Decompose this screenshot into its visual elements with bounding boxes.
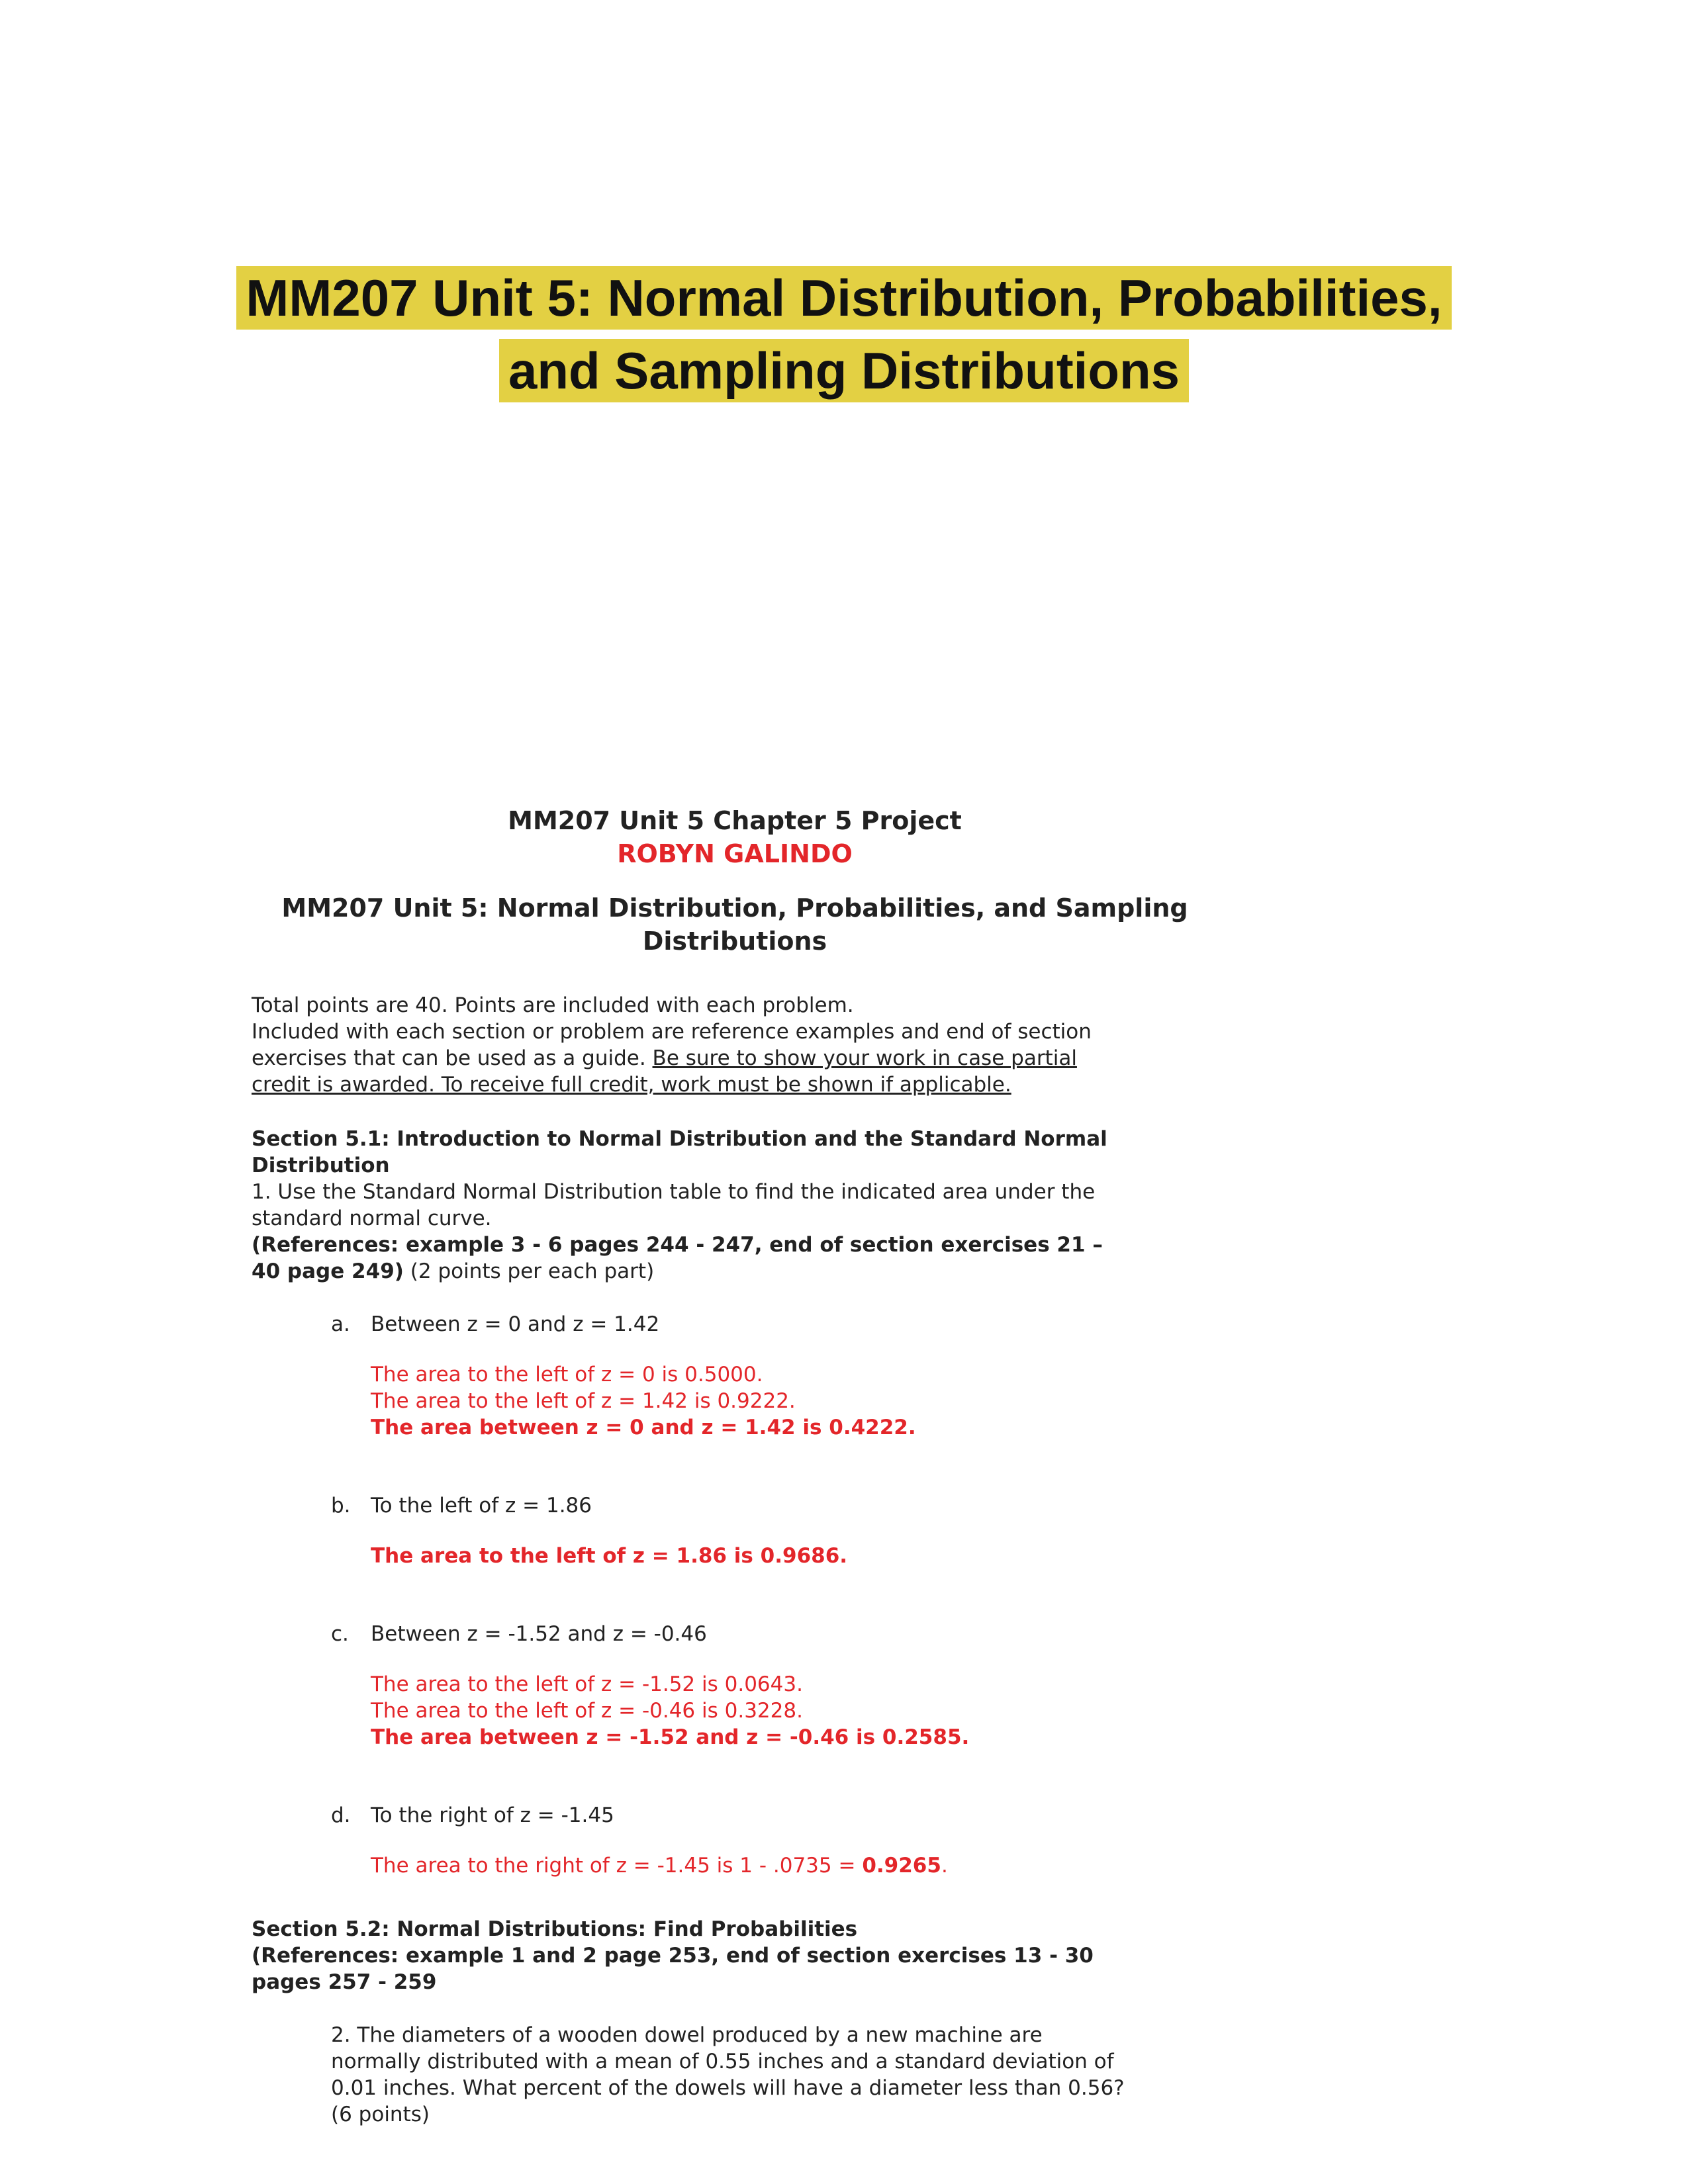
intro-line-3-plain: exercises that can be used as a guide. [252, 1046, 653, 1070]
part-a-answer-line-1: The area to the left of z = 0 is 0.5000. [371, 1363, 763, 1387]
problem-2-line-2: normally distributed with a mean of 0.55 inches and a standard deviation of [331, 2050, 1114, 2073]
problem-2-line-3: 0.01 inches. What percent of the dowels will have a diameter less than 0.56? [331, 2076, 1125, 2100]
title-line-1: MM207 Unit 5: Normal Distribution, Probabilities, [236, 266, 1451, 330]
part-c-answer [371, 1671, 1218, 1751]
part-b-answer [371, 1543, 1218, 1569]
problem-1-line-2: standard normal curve. [252, 1206, 492, 1230]
author-name: ROBYN GALINDO [617, 839, 853, 868]
section-1-heading [252, 1126, 1218, 1179]
part-b-letter: b. [331, 1494, 351, 1518]
section-2-ref-line-2: pages 257 - 259 [252, 1970, 437, 1994]
problem-1-points: (2 points per each part) [403, 1259, 655, 1283]
problem-1-line-1: 1. Use the Standard Normal Distribution table to find the indicated area under the [252, 1180, 1096, 1204]
intro-line-2: Included with each section or problem are reference examples and end of section [252, 1020, 1092, 1044]
problem-1-references [252, 1232, 1218, 1285]
part-b-question [331, 1492, 1218, 1519]
intro-line-3-underlined: Be sure to show your work in case partial [652, 1046, 1077, 1070]
document-header [252, 804, 1218, 870]
intro-line-1: Total points are 40. Points are included with each problem. [252, 993, 854, 1017]
document-subtitle [252, 891, 1218, 958]
part-d-answer-line [371, 1852, 1218, 1879]
subtitle-line-2: Distributions [642, 927, 827, 956]
section-2-ref-line-1: (References: example 1 and 2 page 253, end of section exercises 13 - 30 [252, 1944, 1094, 1968]
part-c-answer-result: The area between z = -1.52 and z = -0.46 is 0.2585. [371, 1725, 970, 1749]
part-d-answer-text: The area to the right of z = -1.45 is 1 - .0735 = [371, 1854, 863, 1878]
part-c-answer-line-1: The area to the left of z = -1.52 is 0.0643. [371, 1672, 803, 1696]
intro-paragraph [252, 992, 1218, 1098]
title-line-2: and Sampling Distributions [499, 339, 1189, 402]
part-d-question [331, 1802, 1218, 1829]
problem-1-ref-pages: 40 page 249) [252, 1259, 404, 1283]
part-a-answer-line-2: The area to the left of z = 1.42 is 0.9222. [371, 1389, 796, 1413]
part-b-text: To the left of z = 1.86 [371, 1494, 592, 1518]
part-d-answer [371, 1852, 1218, 1879]
part-c-letter: c. [331, 1622, 349, 1646]
section-2-heading [252, 1916, 1218, 1995]
part-a-answer [371, 1361, 1218, 1441]
part-c-answer-line-2: The area to the left of z = -0.46 is 0.3228. [371, 1699, 803, 1723]
problem-2-line-1: 2. The diameters of a wooden dowel produced by a new machine are [331, 2023, 1043, 2047]
part-d-answer-period: . [941, 1854, 948, 1878]
part-a-letter: a. [331, 1312, 350, 1336]
part-a-answer-result: The area between z = 0 and z = 1.42 is 0.4222. [371, 1416, 916, 1439]
problem-2-line-4: (6 points) [331, 2103, 430, 2126]
problem-1-ref-line-2 [252, 1258, 1218, 1285]
part-c-question [331, 1621, 1218, 1647]
part-c-text: Between z = -1.52 and z = -0.46 [371, 1622, 707, 1646]
part-d-text: To the right of z = -1.45 [371, 1803, 614, 1827]
part-d-letter: d. [331, 1803, 351, 1827]
problem-1-ref-line-1: (References: example 3 - 6 pages 244 - 247, end of section exercises 21 – [252, 1233, 1103, 1257]
page-title [0, 261, 1688, 407]
section-1-heading-line-1: Section 5.1: Introduction to Normal Distribution and the Standard Normal [252, 1127, 1107, 1151]
part-b-answer-result: The area to the left of z = 1.86 is 0.9686. [371, 1544, 848, 1568]
problem-2-text [331, 2022, 1218, 2128]
problem-1-text [252, 1179, 1218, 1232]
document-body [252, 804, 1218, 2128]
document-title: MM207 Unit 5 Chapter 5 Project [508, 806, 962, 835]
subtitle-line-1: MM207 Unit 5: Normal Distribution, Probabilities, and Sampling [281, 893, 1188, 923]
part-a-question [331, 1311, 1218, 1338]
part-a-text: Between z = 0 and z = 1.42 [371, 1312, 660, 1336]
section-2-heading-line: Section 5.2: Normal Distributions: Find Probabilities [252, 1917, 858, 1941]
intro-line-3 [252, 1045, 1218, 1071]
intro-line-4: credit is awarded. To receive full credit, work must be shown if applicable. [252, 1073, 1011, 1097]
part-d-answer-result: 0.9265 [862, 1854, 941, 1878]
section-1-heading-line-2: Distribution [252, 1154, 390, 1177]
